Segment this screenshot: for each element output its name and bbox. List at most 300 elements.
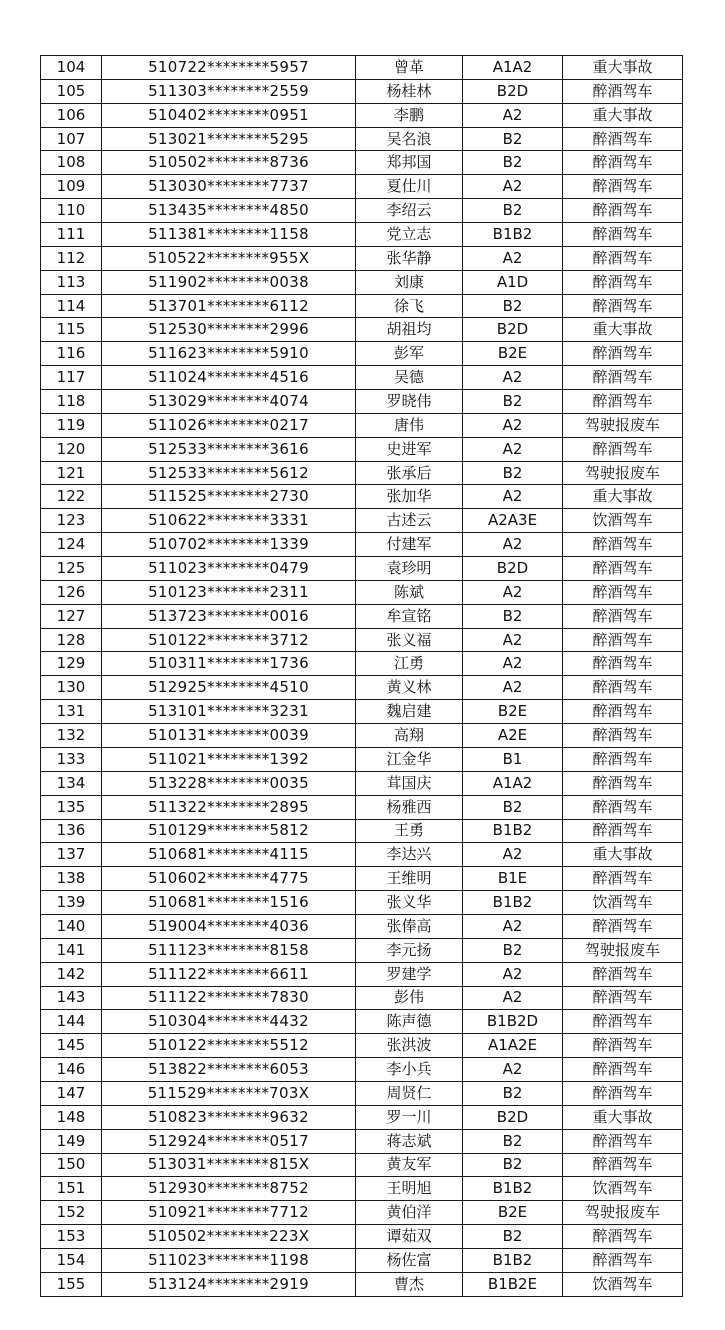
cell-name: 黄伯洋 [356, 1201, 463, 1225]
cell-id-number: 519004********4036 [102, 914, 356, 938]
cell-id-number: 513029********4074 [102, 390, 356, 414]
cell-id-number: 511525********2730 [102, 485, 356, 509]
cell-id-number: 511902********0038 [102, 270, 356, 294]
table-row [41, 294, 683, 318]
cell-reason: 醉酒驾车 [563, 533, 683, 557]
table-row [41, 79, 683, 103]
cell-id-number: 513822********6053 [102, 1058, 356, 1082]
cell-number: 139 [41, 891, 102, 915]
cell-license-class: B2D [463, 318, 563, 342]
cell-name: 李达兴 [356, 843, 463, 867]
cell-name: 古述云 [356, 509, 463, 533]
cell-license-class: A2 [463, 437, 563, 461]
table-row [41, 413, 683, 437]
cell-id-number: 511122********6611 [102, 962, 356, 986]
cell-id-number: 510722********5957 [102, 56, 356, 80]
cell-license-class: A2 [463, 413, 563, 437]
cell-name: 牟宣铭 [356, 604, 463, 628]
cell-license-class: B1B2 [463, 891, 563, 915]
cell-license-class: A2 [463, 843, 563, 867]
cell-reason: 醉酒驾车 [563, 724, 683, 748]
table-row [41, 557, 683, 581]
cell-reason: 重大事故 [563, 56, 683, 80]
cell-reason: 醉酒驾车 [563, 1081, 683, 1105]
cell-name: 吴德 [356, 366, 463, 390]
cell-id-number: 511021********1392 [102, 747, 356, 771]
cell-reason: 醉酒驾车 [563, 270, 683, 294]
cell-name: 张华静 [356, 246, 463, 270]
cell-id-number: 513435********4850 [102, 199, 356, 223]
table-row [41, 986, 683, 1010]
cell-reason: 醉酒驾车 [563, 1225, 683, 1249]
table-row [41, 914, 683, 938]
cell-number: 134 [41, 771, 102, 795]
table-row [41, 1058, 683, 1082]
cell-name: 张加华 [356, 485, 463, 509]
cell-name: 李小兵 [356, 1058, 463, 1082]
cell-name: 曹杰 [356, 1272, 463, 1296]
cell-name: 刘康 [356, 270, 463, 294]
cell-license-class: B2 [463, 199, 563, 223]
cell-id-number: 510502********223X [102, 1225, 356, 1249]
cell-id-number: 511026********0217 [102, 413, 356, 437]
cell-reason: 醉酒驾车 [563, 1058, 683, 1082]
cell-number: 126 [41, 580, 102, 604]
cell-name: 付建军 [356, 533, 463, 557]
table-row [41, 1201, 683, 1225]
cell-id-number: 510622********3331 [102, 509, 356, 533]
cell-license-class: B2 [463, 390, 563, 414]
cell-name: 高翔 [356, 724, 463, 748]
cell-license-class: B1E [463, 867, 563, 891]
cell-license-class: B1B2D [463, 1010, 563, 1034]
cell-reason: 醉酒驾车 [563, 246, 683, 270]
cell-id-number: 511023********0479 [102, 557, 356, 581]
cell-id-number: 511322********2895 [102, 795, 356, 819]
cell-number: 121 [41, 461, 102, 485]
cell-number: 136 [41, 819, 102, 843]
cell-license-class: A1D [463, 270, 563, 294]
cell-reason: 重大事故 [563, 318, 683, 342]
cell-number: 155 [41, 1272, 102, 1296]
cell-license-class: B2 [463, 938, 563, 962]
table-row [41, 1225, 683, 1249]
cell-reason: 重大事故 [563, 1105, 683, 1129]
cell-license-class: B1B2E [463, 1272, 563, 1296]
cell-id-number: 512930********8752 [102, 1177, 356, 1201]
cell-id-number: 510921********7712 [102, 1201, 356, 1225]
cell-number: 110 [41, 199, 102, 223]
table-row [41, 151, 683, 175]
cell-license-class: B2 [463, 294, 563, 318]
cell-id-number: 513228********0035 [102, 771, 356, 795]
records-table [40, 55, 683, 1297]
cell-name: 蒋志斌 [356, 1129, 463, 1153]
cell-number: 149 [41, 1129, 102, 1153]
cell-license-class: A2 [463, 962, 563, 986]
cell-id-number: 510681********1516 [102, 891, 356, 915]
table-row [41, 437, 683, 461]
table-row [41, 676, 683, 700]
cell-id-number: 513124********2919 [102, 1272, 356, 1296]
cell-name: 李元扬 [356, 938, 463, 962]
cell-name: 郑邦国 [356, 151, 463, 175]
cell-id-number: 510823********9632 [102, 1105, 356, 1129]
table-row [41, 843, 683, 867]
cell-number: 142 [41, 962, 102, 986]
cell-name: 张承后 [356, 461, 463, 485]
cell-reason: 醉酒驾车 [563, 557, 683, 581]
cell-name: 黄义林 [356, 676, 463, 700]
table-row [41, 724, 683, 748]
cell-number: 140 [41, 914, 102, 938]
cell-id-number: 510522********955X [102, 246, 356, 270]
cell-number: 108 [41, 151, 102, 175]
table-row [41, 771, 683, 795]
cell-name: 彭伟 [356, 986, 463, 1010]
cell-reason: 饮酒驾车 [563, 1272, 683, 1296]
cell-number: 137 [41, 843, 102, 867]
table-row [41, 103, 683, 127]
cell-number: 151 [41, 1177, 102, 1201]
cell-license-class: A1A2E [463, 1034, 563, 1058]
cell-reason: 醉酒驾车 [563, 867, 683, 891]
cell-reason: 醉酒驾车 [563, 1034, 683, 1058]
cell-name: 王维明 [356, 867, 463, 891]
cell-id-number: 513021********5295 [102, 127, 356, 151]
cell-id-number: 512530********2996 [102, 318, 356, 342]
table-row [41, 1010, 683, 1034]
cell-id-number: 510122********5512 [102, 1034, 356, 1058]
cell-reason: 醉酒驾车 [563, 1129, 683, 1153]
cell-reason: 醉酒驾车 [563, 795, 683, 819]
cell-reason: 醉酒驾车 [563, 151, 683, 175]
cell-name: 张义福 [356, 628, 463, 652]
cell-name: 王勇 [356, 819, 463, 843]
cell-number: 105 [41, 79, 102, 103]
cell-name: 吴名浪 [356, 127, 463, 151]
cell-license-class: A2 [463, 366, 563, 390]
table-row [41, 1248, 683, 1272]
cell-id-number: 511303********2559 [102, 79, 356, 103]
table-row [41, 962, 683, 986]
cell-license-class: B2 [463, 1129, 563, 1153]
cell-id-number: 510702********1339 [102, 533, 356, 557]
cell-reason: 重大事故 [563, 843, 683, 867]
cell-reason: 驾驶报废车 [563, 938, 683, 962]
cell-license-class: A1A2 [463, 56, 563, 80]
cell-name: 江金华 [356, 747, 463, 771]
cell-license-class: B2 [463, 795, 563, 819]
table-row [41, 628, 683, 652]
cell-license-class: B2 [463, 127, 563, 151]
cell-number: 113 [41, 270, 102, 294]
cell-reason: 醉酒驾车 [563, 747, 683, 771]
cell-name: 魏启建 [356, 700, 463, 724]
cell-number: 106 [41, 103, 102, 127]
table-row [41, 366, 683, 390]
cell-id-number: 510602********4775 [102, 867, 356, 891]
cell-name: 江勇 [356, 652, 463, 676]
table-row [41, 1153, 683, 1177]
cell-license-class: A2 [463, 914, 563, 938]
cell-id-number: 512925********4510 [102, 676, 356, 700]
table-row [41, 891, 683, 915]
cell-license-class: B2 [463, 151, 563, 175]
cell-number: 124 [41, 533, 102, 557]
table-row [41, 1272, 683, 1296]
cell-name: 夏仕川 [356, 175, 463, 199]
cell-reason: 醉酒驾车 [563, 223, 683, 247]
cell-reason: 醉酒驾车 [563, 366, 683, 390]
cell-reason: 醉酒驾车 [563, 437, 683, 461]
cell-reason: 饮酒驾车 [563, 891, 683, 915]
cell-reason: 驾驶报废车 [563, 413, 683, 437]
records-table-container [40, 55, 677, 1297]
cell-number: 152 [41, 1201, 102, 1225]
table-row [41, 342, 683, 366]
cell-reason: 醉酒驾车 [563, 676, 683, 700]
cell-license-class: A2 [463, 533, 563, 557]
table-row [41, 867, 683, 891]
cell-license-class: B2 [463, 1153, 563, 1177]
cell-reason: 醉酒驾车 [563, 1010, 683, 1034]
table-row [41, 1034, 683, 1058]
cell-id-number: 513723********0016 [102, 604, 356, 628]
table-row [41, 318, 683, 342]
cell-name: 茸国庆 [356, 771, 463, 795]
cell-reason: 醉酒驾车 [563, 819, 683, 843]
cell-license-class: A2 [463, 103, 563, 127]
table-row [41, 509, 683, 533]
cell-license-class: A2 [463, 652, 563, 676]
table-row [41, 1129, 683, 1153]
cell-name: 彭军 [356, 342, 463, 366]
cell-id-number: 510122********3712 [102, 628, 356, 652]
cell-license-class: B2 [463, 1225, 563, 1249]
cell-name: 罗晓伟 [356, 390, 463, 414]
cell-reason: 醉酒驾车 [563, 127, 683, 151]
cell-reason: 醉酒驾车 [563, 390, 683, 414]
cell-name: 陈声德 [356, 1010, 463, 1034]
cell-license-class: B2D [463, 557, 563, 581]
table-row [41, 270, 683, 294]
table-row [41, 1177, 683, 1201]
cell-id-number: 510502********8736 [102, 151, 356, 175]
table-row [41, 795, 683, 819]
cell-number: 144 [41, 1010, 102, 1034]
cell-name: 史进军 [356, 437, 463, 461]
cell-number: 153 [41, 1225, 102, 1249]
cell-id-number: 510123********2311 [102, 580, 356, 604]
cell-id-number: 510129********5812 [102, 819, 356, 843]
cell-number: 129 [41, 652, 102, 676]
cell-number: 146 [41, 1058, 102, 1082]
cell-license-class: A2 [463, 246, 563, 270]
cell-number: 130 [41, 676, 102, 700]
cell-reason: 醉酒驾车 [563, 199, 683, 223]
cell-name: 袁珍明 [356, 557, 463, 581]
cell-reason: 醉酒驾车 [563, 771, 683, 795]
cell-reason: 醉酒驾车 [563, 604, 683, 628]
cell-license-class: B2E [463, 700, 563, 724]
cell-license-class: B2E [463, 1201, 563, 1225]
table-row [41, 175, 683, 199]
cell-number: 117 [41, 366, 102, 390]
cell-name: 杨雅西 [356, 795, 463, 819]
cell-id-number: 512533********5612 [102, 461, 356, 485]
cell-reason: 饮酒驾车 [563, 509, 683, 533]
cell-id-number: 513101********3231 [102, 700, 356, 724]
cell-license-class: A2 [463, 628, 563, 652]
cell-license-class: A2 [463, 175, 563, 199]
cell-number: 112 [41, 246, 102, 270]
cell-name: 黄友军 [356, 1153, 463, 1177]
cell-number: 119 [41, 413, 102, 437]
cell-reason: 醉酒驾车 [563, 175, 683, 199]
cell-reason: 醉酒驾车 [563, 652, 683, 676]
cell-number: 118 [41, 390, 102, 414]
cell-number: 133 [41, 747, 102, 771]
cell-license-class: B2 [463, 604, 563, 628]
cell-reason: 醉酒驾车 [563, 986, 683, 1010]
cell-name: 王明旭 [356, 1177, 463, 1201]
cell-number: 154 [41, 1248, 102, 1272]
cell-license-class: B1 [463, 747, 563, 771]
cell-number: 147 [41, 1081, 102, 1105]
cell-id-number: 511123********8158 [102, 938, 356, 962]
cell-id-number: 511023********1198 [102, 1248, 356, 1272]
cell-license-class: A2 [463, 485, 563, 509]
cell-id-number: 513031********815X [102, 1153, 356, 1177]
cell-number: 131 [41, 700, 102, 724]
cell-id-number: 511122********7830 [102, 986, 356, 1010]
cell-id-number: 513701********6112 [102, 294, 356, 318]
cell-number: 141 [41, 938, 102, 962]
cell-name: 唐伟 [356, 413, 463, 437]
cell-number: 114 [41, 294, 102, 318]
cell-name: 杨桂林 [356, 79, 463, 103]
cell-license-class: B2 [463, 1081, 563, 1105]
cell-id-number: 512533********3616 [102, 437, 356, 461]
cell-name: 罗一川 [356, 1105, 463, 1129]
cell-reason: 醉酒驾车 [563, 700, 683, 724]
cell-license-class: B1B2 [463, 819, 563, 843]
cell-id-number: 512924********0517 [102, 1129, 356, 1153]
cell-license-class: B2D [463, 1105, 563, 1129]
cell-name: 胡祖均 [356, 318, 463, 342]
cell-name: 杨佐富 [356, 1248, 463, 1272]
cell-name: 党立志 [356, 223, 463, 247]
cell-number: 122 [41, 485, 102, 509]
cell-id-number: 510131********0039 [102, 724, 356, 748]
cell-name: 陈斌 [356, 580, 463, 604]
cell-number: 138 [41, 867, 102, 891]
table-row [41, 127, 683, 151]
table-row [41, 199, 683, 223]
cell-number: 132 [41, 724, 102, 748]
cell-license-class: A2A3E [463, 509, 563, 533]
cell-name: 张俸高 [356, 914, 463, 938]
cell-id-number: 510311********1736 [102, 652, 356, 676]
cell-name: 张义华 [356, 891, 463, 915]
table-row [41, 461, 683, 485]
table-row [41, 56, 683, 80]
cell-license-class: B2 [463, 461, 563, 485]
cell-license-class: B1B2 [463, 223, 563, 247]
cell-license-class: A2E [463, 724, 563, 748]
table-row [41, 652, 683, 676]
cell-reason: 饮酒驾车 [563, 1177, 683, 1201]
cell-reason: 重大事故 [563, 103, 683, 127]
cell-reason: 驾驶报废车 [563, 1201, 683, 1225]
cell-id-number: 511381********1158 [102, 223, 356, 247]
cell-number: 107 [41, 127, 102, 151]
cell-name: 周贤仁 [356, 1081, 463, 1105]
table-row [41, 604, 683, 628]
cell-name: 徐飞 [356, 294, 463, 318]
table-row [41, 938, 683, 962]
cell-reason: 醉酒驾车 [563, 79, 683, 103]
cell-id-number: 510304********4432 [102, 1010, 356, 1034]
cell-number: 109 [41, 175, 102, 199]
cell-reason: 醉酒驾车 [563, 962, 683, 986]
cell-license-class: B1B2 [463, 1248, 563, 1272]
cell-reason: 醉酒驾车 [563, 342, 683, 366]
cell-reason: 醉酒驾车 [563, 1153, 683, 1177]
cell-number: 128 [41, 628, 102, 652]
table-row [41, 485, 683, 509]
table-row [41, 1081, 683, 1105]
cell-number: 115 [41, 318, 102, 342]
table-row [41, 390, 683, 414]
records-table-body [41, 56, 683, 1297]
cell-name: 谭茹双 [356, 1225, 463, 1249]
table-row [41, 533, 683, 557]
table-row [41, 700, 683, 724]
cell-id-number: 511024********4516 [102, 366, 356, 390]
cell-license-class: B2D [463, 79, 563, 103]
cell-reason: 醉酒驾车 [563, 1248, 683, 1272]
table-row [41, 580, 683, 604]
table-row [41, 819, 683, 843]
cell-id-number: 513030********7737 [102, 175, 356, 199]
cell-license-class: A2 [463, 580, 563, 604]
cell-name: 李鹏 [356, 103, 463, 127]
cell-number: 148 [41, 1105, 102, 1129]
cell-name: 李绍云 [356, 199, 463, 223]
cell-name: 罗建学 [356, 962, 463, 986]
cell-id-number: 511623********5910 [102, 342, 356, 366]
cell-number: 123 [41, 509, 102, 533]
cell-number: 145 [41, 1034, 102, 1058]
cell-number: 135 [41, 795, 102, 819]
cell-reason: 醉酒驾车 [563, 914, 683, 938]
cell-name: 张洪波 [356, 1034, 463, 1058]
cell-reason: 醉酒驾车 [563, 294, 683, 318]
cell-license-class: B1B2 [463, 1177, 563, 1201]
cell-reason: 醉酒驾车 [563, 628, 683, 652]
cell-name: 曾革 [356, 56, 463, 80]
cell-reason: 重大事故 [563, 485, 683, 509]
cell-id-number: 510681********4115 [102, 843, 356, 867]
table-row [41, 747, 683, 771]
cell-number: 104 [41, 56, 102, 80]
cell-license-class: A2 [463, 986, 563, 1010]
cell-number: 143 [41, 986, 102, 1010]
cell-license-class: A2 [463, 1058, 563, 1082]
cell-id-number: 511529********703X [102, 1081, 356, 1105]
